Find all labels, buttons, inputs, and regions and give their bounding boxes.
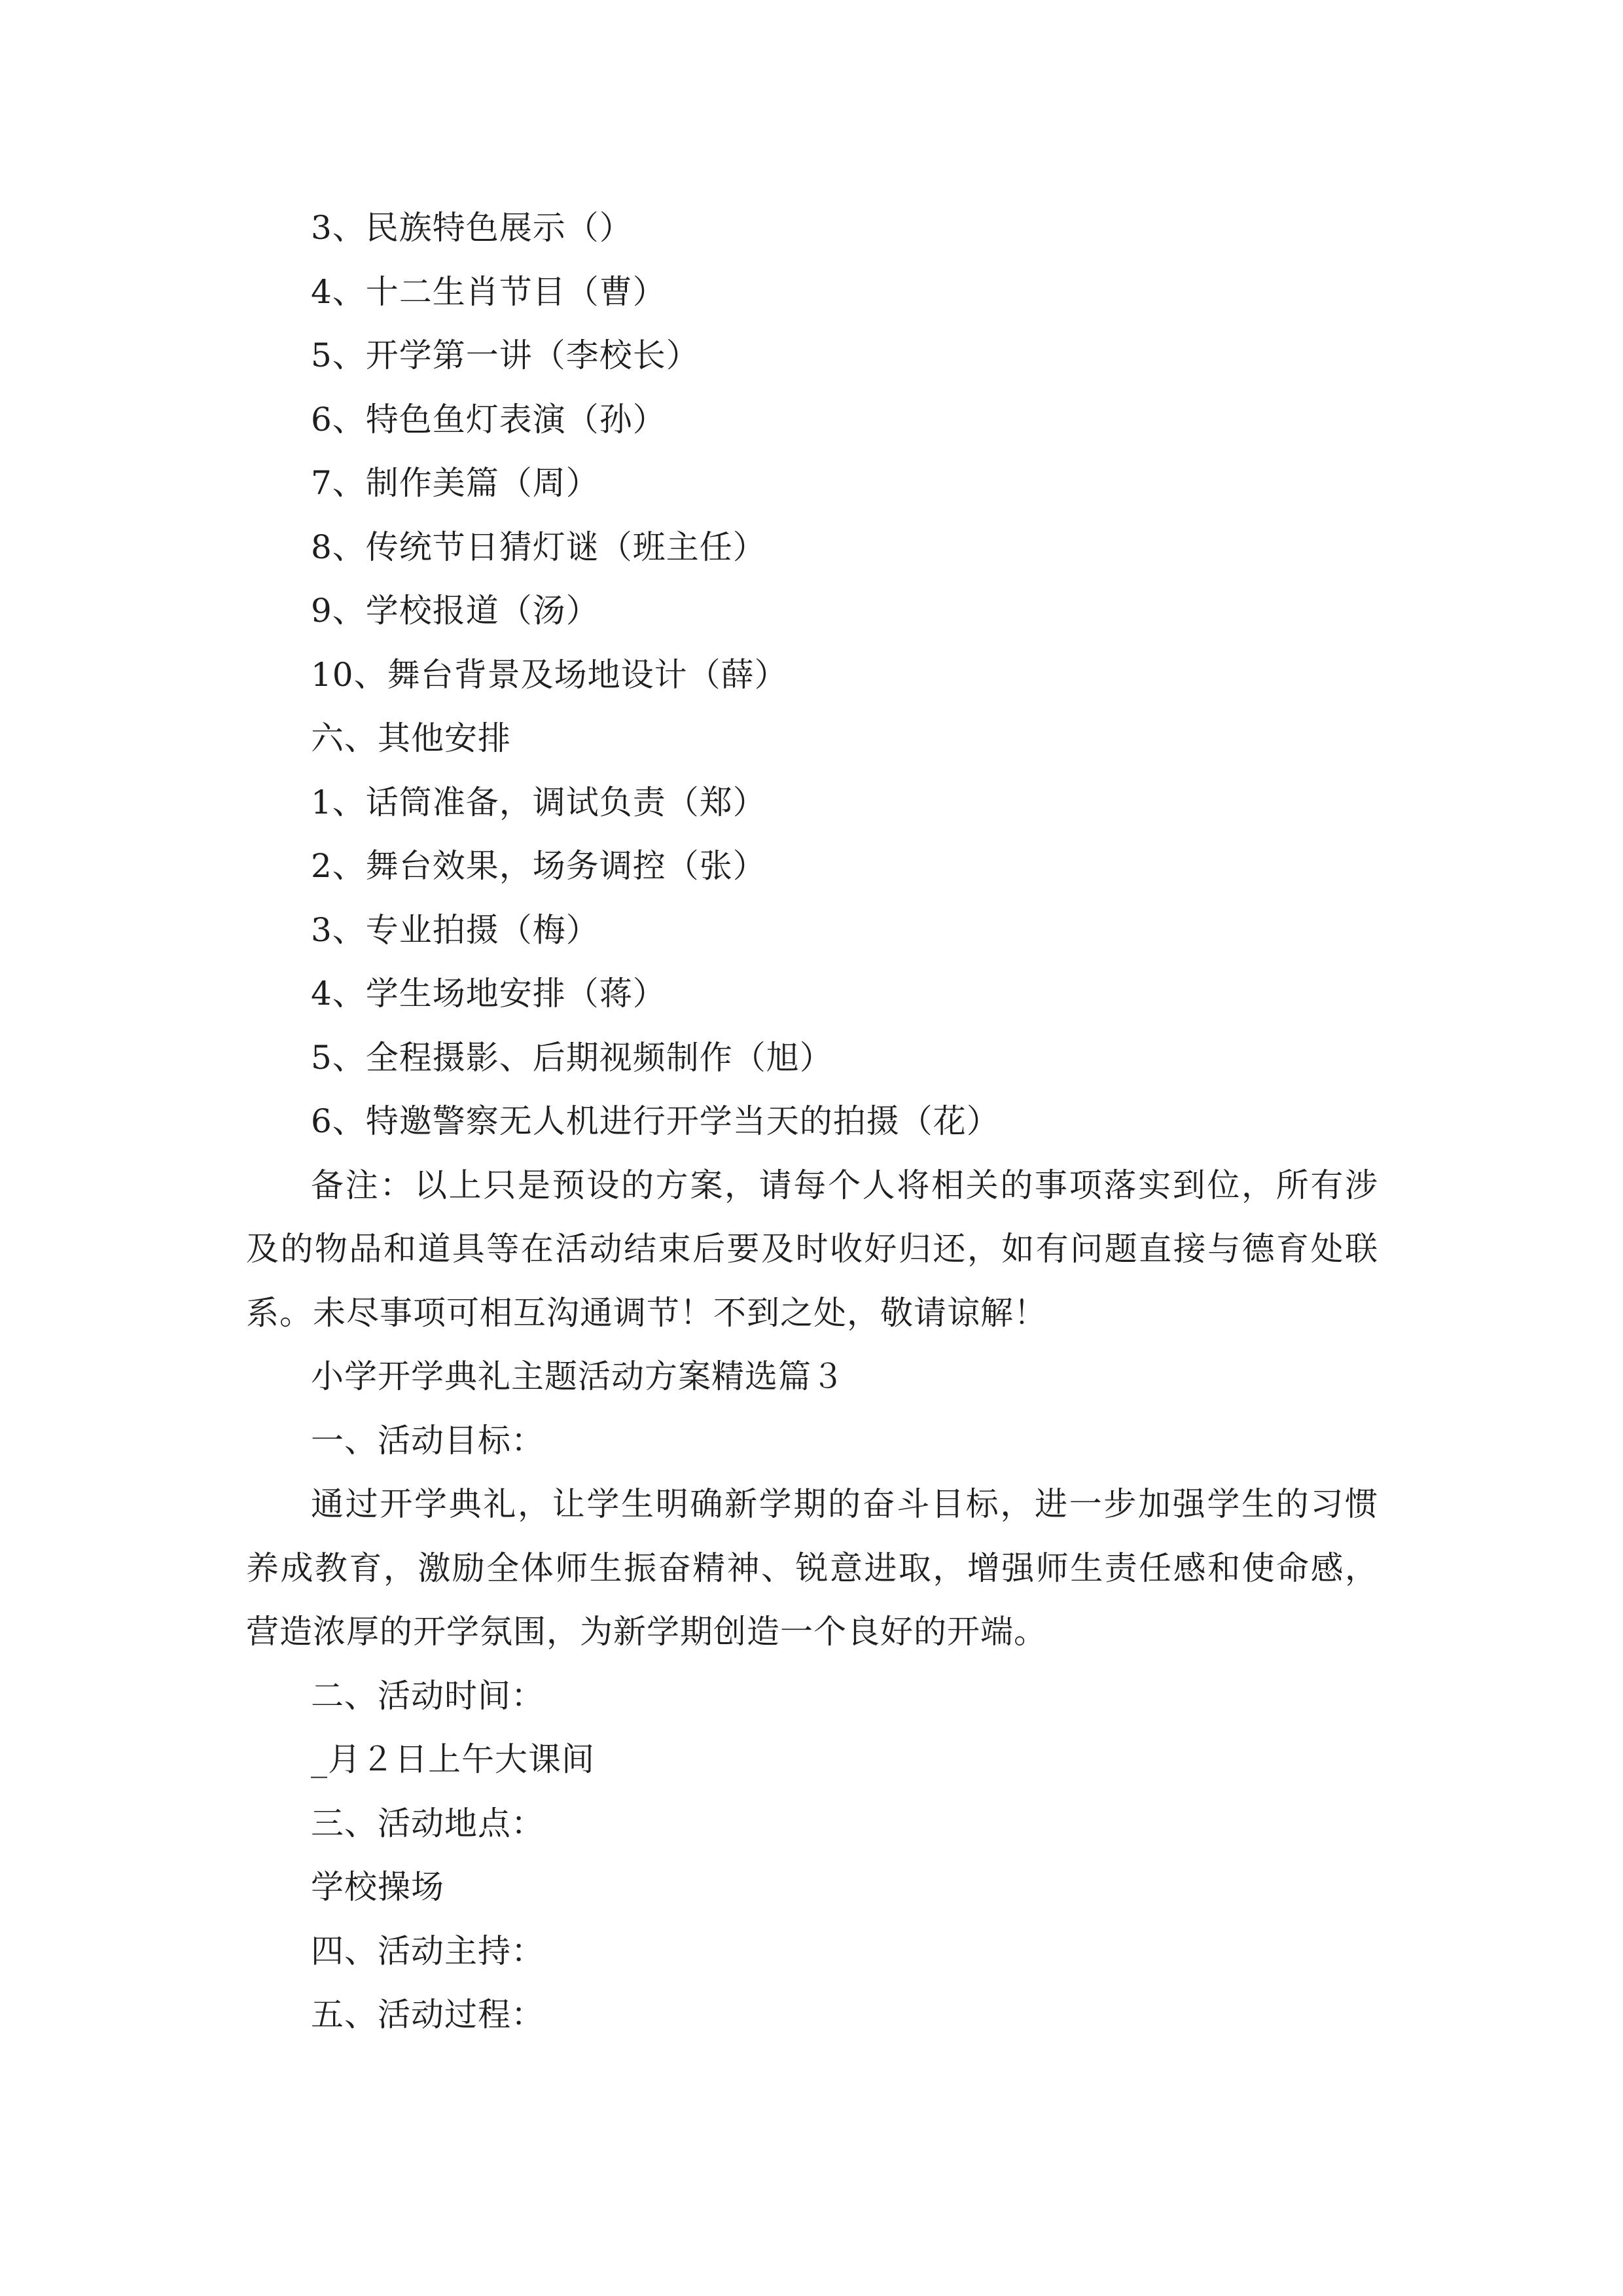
section-heading: 二、活动时间： xyxy=(311,1676,544,1715)
list-item: 10、舞台背景及场地设计（薛） xyxy=(311,655,788,694)
list-item: 5、全程摄影、后期视频制作（旭） xyxy=(311,1038,833,1077)
list-item: 6、特邀警察无人机进行开学当天的拍摄（花） xyxy=(311,1102,1000,1140)
list-item: 2、舞台效果，场务调控（张） xyxy=(311,847,766,885)
list-item: 1、话筒准备，调试负责（郑） xyxy=(311,783,766,821)
section-heading: 三、活动地点： xyxy=(311,1804,544,1842)
article-title: 小学开学典礼主题活动方案精选篇３ xyxy=(311,1357,845,1395)
section-heading: 四、活动主持： xyxy=(311,1931,544,1970)
list-item: 8、传统节日猜灯谜（班主任） xyxy=(311,528,766,566)
note-paragraph: 备注：以上只是预设的方案，请每个人将相关的事项落实到位，所有涉及的物品和道具等在活动结束后要及时收好归还，如有问题直接与德育处联系。未尽事项可相互沟通调节！不到之处，敬请谅解！ xyxy=(246,1166,1378,1332)
list-item: 3、民族特色展示（） xyxy=(311,209,633,247)
time-text: _月２日上午大课间 xyxy=(311,1740,595,1778)
section-heading: 一、活动目标： xyxy=(311,1421,544,1460)
section-heading: 五、活动过程： xyxy=(311,1996,544,2034)
list-item: 7、制作美篇（周） xyxy=(311,464,599,502)
list-item: 9、学校报道（汤） xyxy=(311,592,599,630)
page-content xyxy=(246,196,1378,2047)
list-item: 3、专业拍摄（梅） xyxy=(311,910,599,949)
list-item: 6、特色鱼灯表演（孙） xyxy=(311,400,666,439)
place-text: 学校操场 xyxy=(311,1868,444,1906)
section-heading: 六、其他安排 xyxy=(311,719,511,757)
list-item: 4、十二生肖节目（曹） xyxy=(311,272,666,311)
list-item: 5、开学第一讲（李校长） xyxy=(311,336,700,374)
list-item: 4、学生场地安排（蒋） xyxy=(311,975,666,1013)
goal-paragraph: 通过开学典礼，让学生明确新学期的奋斗目标，进一步加强学生的习惯养成教育，激励全体师生振奋精神、锐意进取，增强师生责任感和使命感，营造浓厚的开学氛围，为新学期创造一个良好的开端。 xyxy=(246,1485,1378,1651)
